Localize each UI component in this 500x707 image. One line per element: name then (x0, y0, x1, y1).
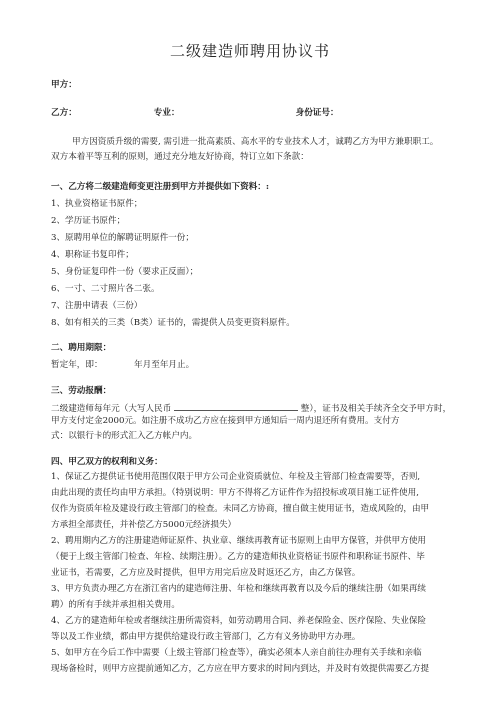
section-2-heading: 二、聘用期限： (51, 343, 112, 353)
section-4-line: 业证书，若需要，乙方应及时提供，但甲方用完后应及时返还乙方，由乙方保管。 (51, 568, 361, 578)
section-4-line: 仅作为资质年检及建设行政主管部门的检查。未同乙方协商，擅自做主使用证书，造成风险的，由甲 (51, 504, 430, 514)
list-item: 2、学历证书原件； (51, 216, 126, 226)
section-4-line: 3、甲方负责办理乙方在浙江省内的建造师注册、年检和继续再教育以及今后的继续注册（如果再续 (51, 584, 427, 594)
list-item: 4、职称证书复印件； (51, 250, 134, 260)
id-number-label: 身份证号： (295, 108, 339, 118)
party-b-label: 乙方： (51, 108, 77, 118)
salary-line-2: 甲方支付定金2000元。如注册不成功乙方应在接到甲方通知后一周内退还所有费用。支付方 (51, 416, 400, 426)
section-4-line: 方承担全部责任，并补偿乙方5000元经济损失） (51, 520, 237, 530)
intro-line-2: 双方本着平等互利的原则，通过充分地友好协商，特订立如下条款： (51, 152, 309, 162)
list-item: 8、如有相关的三类（B类）证书的，需提供人员变更资料原件。 (51, 318, 295, 328)
section-1-heading: 一、乙方将二级建造师变更注册到甲方并提供如下资料：: (51, 182, 270, 192)
section-4-line: （便于上级主管部门检查、年检、续期注册）。乙方的建造师执业资格证书原件和职称证书原件、毕 (51, 552, 425, 562)
salary-line-3: 式：以银行卡的形式汇入乙方帐户内。 (51, 431, 198, 441)
section-4-line: 1、保证乙方提供证书使用范围仅限于甲方公司企业资质就位、年检及主管部门检查需要等，否则, (51, 472, 421, 482)
document-title: 二级建造师聘用协议书 (169, 42, 330, 60)
list-item: 3、原聘用单位的解聘证明原件一份； (51, 233, 194, 243)
amount-blank (174, 401, 298, 411)
section-4-line: 5、如甲方在今后工作中需要（上级主管部门检查等），确实必须本人亲自前往办理有关手续和亲临 (51, 648, 422, 658)
salary-text-end: 整），证书及相关手续齐全交予甲方时， (300, 404, 452, 414)
section-4-line: 聘）的所有手续并承担相关费用。 (51, 600, 180, 610)
section-4-heading: 四、甲乙双方的权利和义务： (51, 457, 163, 467)
party-a-label: 甲方： (51, 80, 77, 90)
list-item: 7、注册申请表（三份） (51, 301, 143, 311)
section-4-line: 由此出现的责任均由甲方承担。（特别说明：甲方不得将乙方证件作为招投标或项目施工证件使用, (51, 488, 419, 498)
salary-text-start: 二级建造师每年元（大写人民币 (51, 404, 172, 414)
term-text-end: 年月至年月止。 (134, 360, 195, 370)
list-item: 1、执业资格证书原件； (51, 199, 143, 209)
section-4-line: 等以及工作业绩，都由甲方提供给建设行政主管部门，乙方有义务协助甲方办理。 (51, 632, 361, 642)
employment-term (51, 360, 194, 371)
list-item: 5、身份证复印件一份（要求正反面）； (51, 267, 199, 277)
section-4-line: 现场备检时，则甲方应提前通知乙方，乙方应在甲方要求的时间内到达，并及时有效提供需要乙方提 (51, 664, 430, 674)
section-4-line: 2、聘用期内乙方的注册建造师证原件、执业章、继续再教育证书原则上由甲方保管，并供甲方使用 (51, 536, 427, 546)
list-item: 6、一寸、二寸照片各二张。 (51, 284, 160, 294)
major-label: 专业： (153, 108, 180, 118)
section-3-heading: 三、劳动报酬： (51, 386, 112, 396)
intro-line-1: 甲方因资质升级的需要, 需引进一批高素质、高水平的专业技术人才，诚聘乙方为甲方兼职职工。 (72, 137, 439, 147)
term-text-start: 暂定年，即： (51, 360, 103, 370)
party-b-row (51, 108, 339, 119)
salary-line-1 (51, 401, 451, 415)
section-4-line: 4、乙方的建造师年检或者继续注册所需资料，如劳动聘用合同、养老保险金、医疗保险、失业保险 (51, 616, 427, 626)
